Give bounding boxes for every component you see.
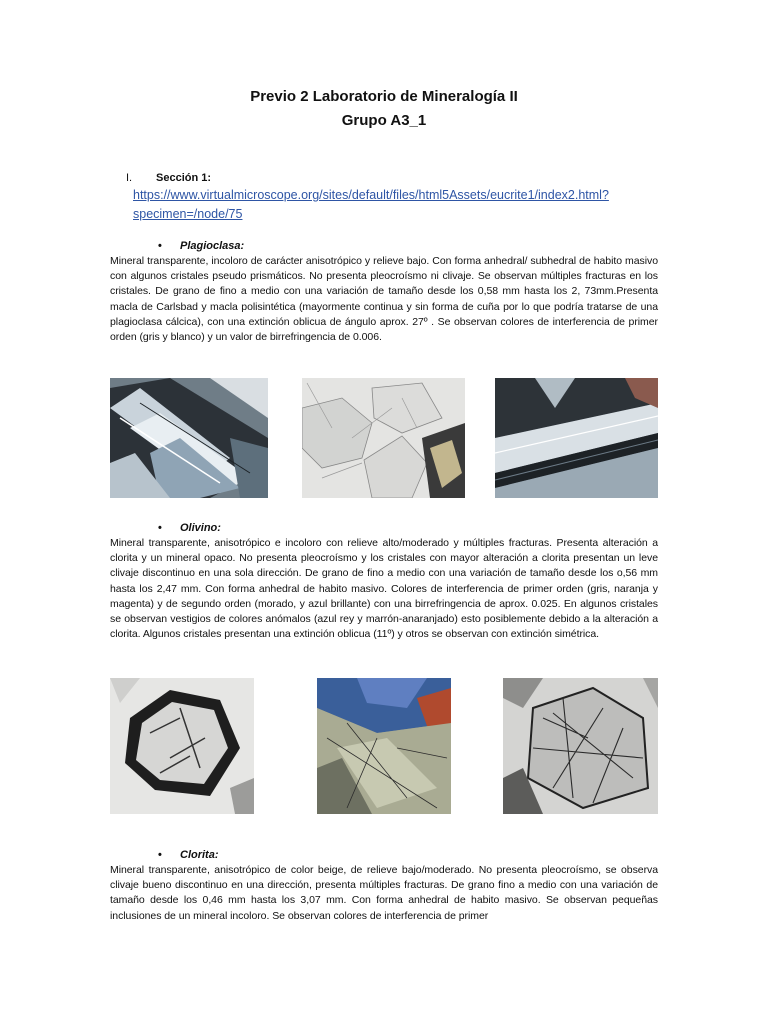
mineral-description-olivino: Mineral transparente, anisotrópico e incoloro con relieve alto/moderado y múltiples fracturas. Presenta alteración a clorita y un mineral opaco. No presenta pleocroísmo y los cristales con mayor alteración a clorita presentan un leve clivaje discontinuo en una sola dirección. De grano de fino a medio con una variación de tamaño desde los o,56 mm hasta los 2,47 mm. Con forma anhedral de habito masivo. Colores de interferencia de primer orden (gris, naranja y magenta) y de segundo orden (morado, y azul brillante) con una birrefringencia de aprox. 0.025. En algunos cristales se observan vestigios de colores anómalos (azul rey y marrón-anaranjado) esto posiblemente debido a la alteración a clorita. Algunos cristales presentan una extinción oblicua (11º) y otros se observan con extinción simétrica. xyxy=(110,537,658,641)
mineral-heading-plagioclasa xyxy=(158,240,244,252)
mineral-description-clorita: Mineral transparente, anisotrópico de color beige, de relieve bajo/moderado. No presenta pleocroísmo, se observa clivaje bueno discontinuo en una dirección, presenta múltiples fracturas. De grano fino a medio con una variación de tamaño desde los 0,46 mm hasta los 3,07 mm. Con forma anhedral de habito masivo. Se observan pequeñas inclusiones de un mineral incoloro. Se observan colores de interferencia de primer xyxy=(110,864,658,922)
mineral-description-plagioclasa: Mineral transparente, incoloro de carácter anisotrópico y relieve bajo. Con forma anhedral/ subhedral de habito masivo con algunos cristales pseudo prismáticos. No presenta pleocroísmo ni clivaje. Se observan múltiples fracturas en los cristales. De grano de fino a medio con una variación de tamaño desde los 0,58 mm hasta los 2, 73mm.Presenta macla de Carlsbad y macla polisintética (mayormente continua y sin forma de cuña por lo que podría tratarse de una plagioclasa cálcica), con una extinción oblicua de ángulo aprox. 27º . Se observan colores de interferencia de primer orden (gris y blanco) y un valor de birrefringencia de 0.006. xyxy=(110,255,658,344)
mineral-name: Clorita: xyxy=(180,849,219,861)
plagioclase-micrograph-3 xyxy=(495,378,658,498)
mineral-heading-olivino xyxy=(158,522,221,534)
specimen-link-line1[interactable]: https://www.virtualmicroscope.org/sites/default/files/html5Assets/eucrite1/index2.html? xyxy=(133,188,609,202)
document-subtitle: Grupo A3_1 xyxy=(341,112,427,129)
plagioclase-micrograph-1 xyxy=(110,378,268,498)
document-title: Previo 2 Laboratorio de Mineralogía II xyxy=(250,88,518,105)
olivine-micrograph-3 xyxy=(503,678,658,814)
bullet-icon: • xyxy=(158,240,162,252)
section-heading xyxy=(126,172,211,184)
section-number: I. xyxy=(126,172,133,184)
mineral-name: Plagioclasa: xyxy=(180,240,245,252)
bullet-icon: • xyxy=(158,522,162,534)
olivine-micrograph-1 xyxy=(110,678,254,814)
bullet-icon: • xyxy=(158,849,162,861)
plagioclase-micrograph-2 xyxy=(302,378,465,498)
specimen-link-line2[interactable]: specimen=/node/75 xyxy=(133,207,243,221)
mineral-name: Olivino: xyxy=(180,522,221,534)
specimen-link[interactable] xyxy=(133,186,673,224)
olivine-micrograph-2 xyxy=(317,678,451,814)
section-label: Sección 1: xyxy=(156,172,212,184)
mineral-heading-clorita xyxy=(158,849,219,861)
